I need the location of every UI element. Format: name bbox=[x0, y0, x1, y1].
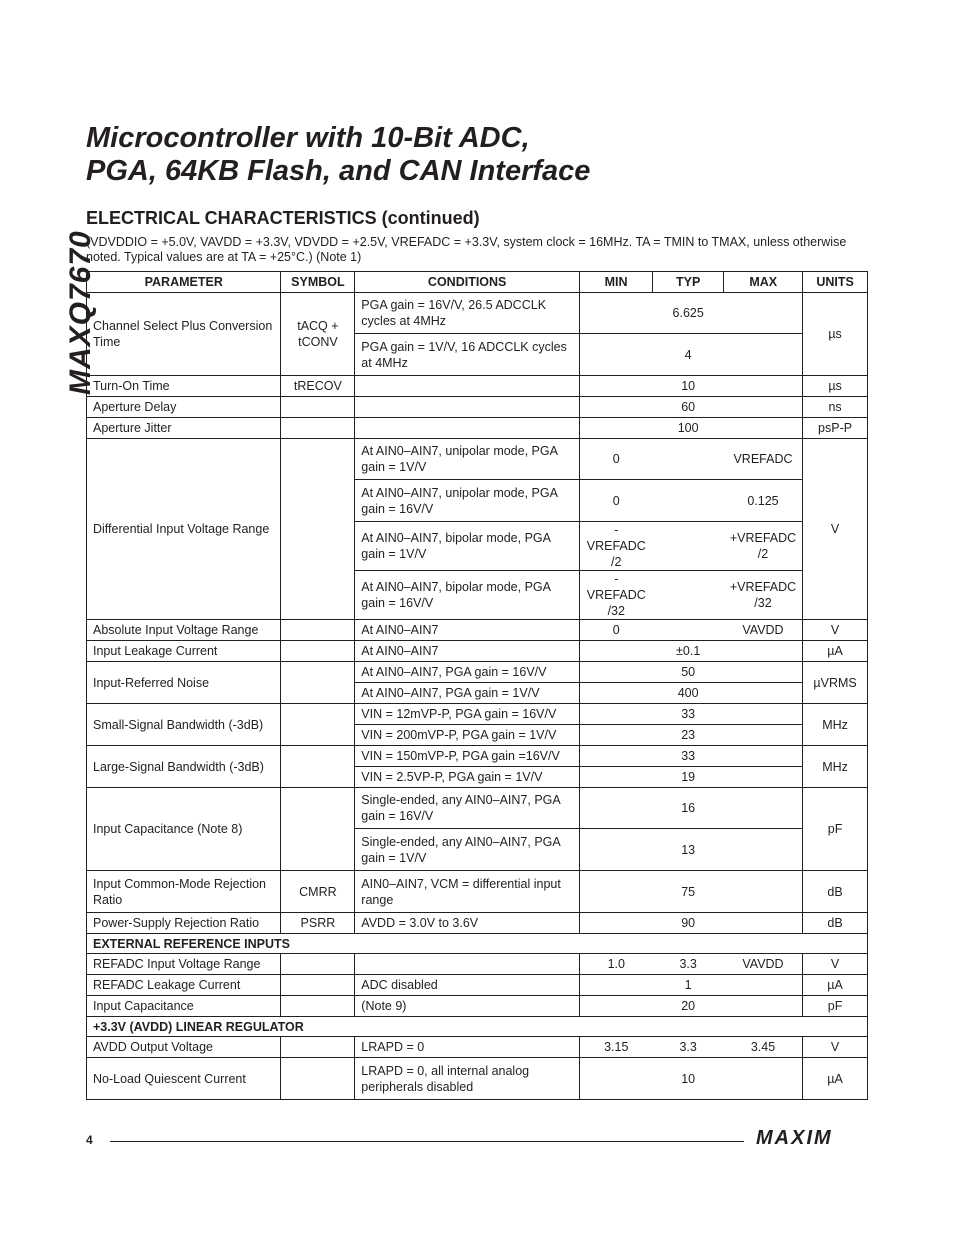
header-row bbox=[87, 272, 868, 293]
electrical-characteristics-table bbox=[86, 271, 868, 1100]
header-symbol: SYMBOL bbox=[281, 272, 355, 293]
table-row: Input Capacitance (Note 9) 20 pF bbox=[87, 996, 868, 1017]
test-conditions: (VDVDDIO = +5.0V, VAVDD = +3.3V, VDVDD = +2.5V, VREFADC = +3.3V, system clock = 16MHz. TA = TMIN to TMAX, unless otherwise noted. Typical values are at TA = +25°C.) (Note 1) bbox=[86, 235, 847, 264]
table-row: At AIN0–AIN7, bipolar mode, PGA gain = 16V/V -VREFADC /32 +VREFADC /32 bbox=[87, 571, 868, 620]
table-row: No-Load Quiescent Current LRAPD = 0, all internal analog peripherals disabled 10 µA bbox=[87, 1058, 868, 1100]
table-row: Absolute Input Voltage Range At AIN0–AIN7 0 VAVDD V bbox=[87, 620, 868, 641]
header-parameter: PARAMETER bbox=[87, 272, 281, 293]
side-product-title: MAXQ7670 bbox=[64, 230, 97, 395]
table-row: At AIN0–AIN7, bipolar mode, PGA gain = 1V/V -VREFADC /2 +VREFADC /2 bbox=[87, 522, 868, 571]
table-row: Small-Signal Bandwidth (-3dB) VIN = 12mVP-P, PGA gain = 16V/V 33 MHz bbox=[87, 704, 868, 725]
table-row: Power-Supply Rejection Ratio PSRR AVDD = 3.0V to 3.6V 90 dB bbox=[87, 913, 868, 934]
section-row: +3.3V (AVDD) LINEAR REGULATOR bbox=[87, 1017, 868, 1037]
table-row: Input Common-Mode Rejection Ratio CMRR AIN0–AIN7, VCM = differential input range 75 dB bbox=[87, 871, 868, 913]
table-row: Input Leakage Current At AIN0–AIN7 ±0.1 µA bbox=[87, 641, 868, 662]
section-row: EXTERNAL REFERENCE INPUTS bbox=[87, 934, 868, 954]
table-row: VIN = 2.5VP-P, PGA gain = 1V/V 19 bbox=[87, 767, 868, 788]
table-row: Differential Input Voltage Range At AIN0–AIN7, unipolar mode, PGA gain = 1V/V 0 VREFADC V bbox=[87, 439, 868, 480]
header-min: MIN bbox=[580, 272, 653, 293]
table-row: Turn-On Time tRECOV 10 µs bbox=[87, 376, 868, 397]
footer-rule bbox=[110, 1141, 744, 1142]
title-line-1: Microcontroller with 10-Bit ADC, bbox=[86, 122, 530, 154]
header-max: MAX bbox=[724, 272, 803, 293]
table-row: Large-Signal Bandwidth (-3dB) VIN = 150mVP-P, PGA gain =16V/V 33 MHz bbox=[87, 746, 868, 767]
table-row: Aperture Jitter 100 psP-P bbox=[87, 418, 868, 439]
page-number: 4 bbox=[86, 1133, 93, 1147]
table-row: AVDD Output Voltage LRAPD = 0 3.15 3.3 3.45 V bbox=[87, 1037, 868, 1058]
table-row: Input Capacitance (Note 8) Single-ended, any AIN0–AIN7, PGA gain = 16V/V 16 pF bbox=[87, 788, 868, 829]
table-row: Single-ended, any AIN0–AIN7, PGA gain = 1V/V 13 bbox=[87, 829, 868, 871]
table-row: Aperture Delay 60 ns bbox=[87, 397, 868, 418]
table-row: REFADC Leakage Current ADC disabled 1 µA bbox=[87, 975, 868, 996]
table-row: REFADC Input Voltage Range 1.0 3.3 VAVDD V bbox=[87, 954, 868, 975]
table-row: VIN = 200mVP-P, PGA gain = 1V/V 23 bbox=[87, 725, 868, 746]
maxim-logo: MAXIM bbox=[756, 1127, 833, 1149]
table-row: Channel Select Plus Conversion Time tACQ + tCONV PGA gain = 16V/V, 26.5 ADCCLK cycles at 4MHz 6.625 µs bbox=[87, 293, 868, 334]
document-title bbox=[86, 122, 886, 188]
table-row: At AIN0–AIN7, unipolar mode, PGA gain = 16V/V 0 0.125 bbox=[87, 480, 868, 522]
section-title: ELECTRICAL CHARACTERISTICS (continued) bbox=[86, 208, 480, 228]
title-line-2: PGA, 64KB Flash, and CAN Interface bbox=[86, 155, 591, 187]
table-row: At AIN0–AIN7, PGA gain = 1V/V 400 bbox=[87, 683, 868, 704]
header-typ: TYP bbox=[653, 272, 724, 293]
table-row: Input-Referred Noise At AIN0–AIN7, PGA gain = 16V/V 50 µVRMS bbox=[87, 662, 868, 683]
header-conditions: CONDITIONS bbox=[355, 272, 580, 293]
header-units: UNITS bbox=[803, 272, 868, 293]
table-row: PGA gain = 1V/V, 16 ADCCLK cycles at 4MHz 4 bbox=[87, 334, 868, 376]
